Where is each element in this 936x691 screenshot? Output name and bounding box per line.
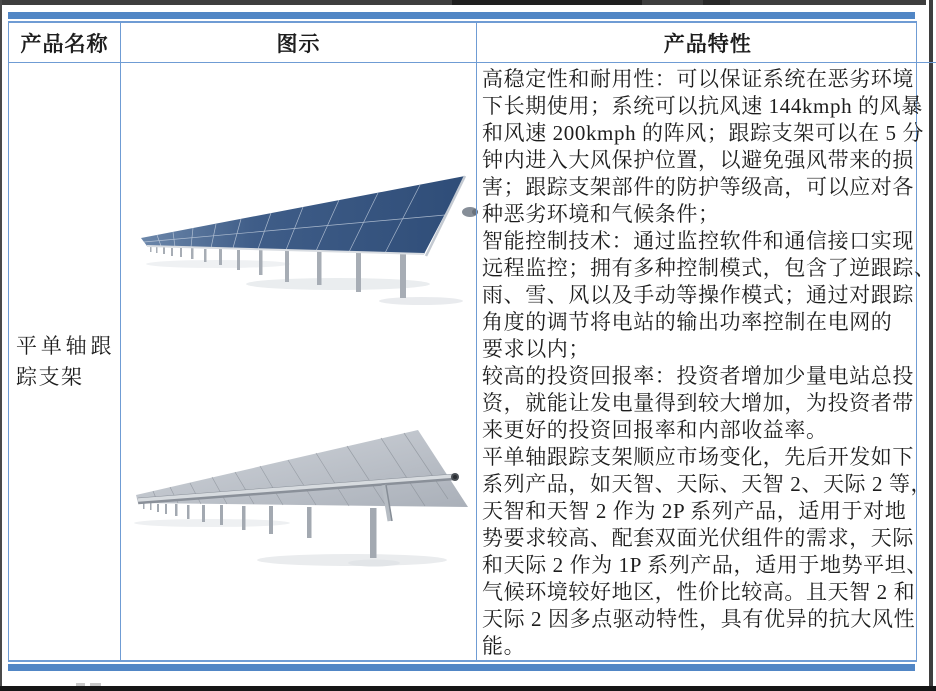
ground-shadows bbox=[146, 260, 463, 305]
header-product-features: 产品特性 bbox=[476, 23, 936, 63]
feature-text-line: 和风速 200kmph 的阵风；跟踪支架可以在 5 分 bbox=[482, 121, 925, 145]
feature-text-line: 要求以内； bbox=[482, 337, 590, 361]
accent-rule-top bbox=[8, 12, 915, 19]
product-table bbox=[8, 21, 936, 662]
feature-text-line: 天际 2 因多点驱动特性，具有优异的抗大风性 bbox=[482, 607, 916, 631]
feature-text-line: 能。 bbox=[482, 634, 526, 658]
window-top-edge-mark bbox=[703, 0, 730, 5]
feature-text-line: 和天际 2 作为 1P 系列产品，适用于地势平坦、 bbox=[482, 553, 928, 577]
illustration-cell bbox=[120, 63, 476, 660]
feature-text-line: 害；跟踪支架部件的防护等级高，可以应对各 bbox=[482, 175, 914, 199]
panel-face bbox=[141, 176, 465, 254]
feature-text-line: 高稳定性和耐用性：可以保证系统在恶劣环境 bbox=[482, 67, 914, 91]
support-posts bbox=[150, 247, 406, 298]
feature-text-line: 种恶劣环境和气候条件； bbox=[482, 202, 720, 226]
header-product-name: 产品名称 bbox=[9, 23, 120, 63]
page-footer-fragment bbox=[90, 683, 101, 686]
feature-text-line: 远程监控；拥有多种控制模式，包含了逆跟踪、 bbox=[482, 256, 936, 280]
window-left-edge bbox=[0, 0, 2, 691]
feature-text-line: 下长期使用；系统可以抗风速 144kmph 的风暴 bbox=[482, 94, 923, 118]
feature-text-line: 势要求较高、配套双面光伏组件的需求，天际 bbox=[482, 526, 914, 550]
ground-shadows bbox=[134, 519, 447, 567]
product-name: 平单轴跟踪支架 bbox=[16, 333, 113, 389]
product-features-cell bbox=[476, 63, 936, 660]
accent-rule-bottom bbox=[8, 664, 915, 671]
feature-text-line: 系列产品，如天智、天际、天智 2、天际 2 等， bbox=[482, 472, 933, 496]
feature-text-line: 角度的调节将电站的输出功率控制在电网的 bbox=[482, 310, 893, 334]
header-illustration: 图示 bbox=[120, 23, 476, 63]
feature-text-line: 天智和天智 2 作为 2P 系列产品，适用于对地 bbox=[482, 499, 907, 523]
feature-text-line: 雨、雪、风以及手动等操作模式；通过对跟踪 bbox=[482, 283, 914, 307]
support-posts bbox=[143, 503, 377, 558]
feature-text-line: 来更好的投资回报率和内部收益率。 bbox=[482, 418, 828, 442]
window-bottom-edge bbox=[0, 686, 936, 691]
feature-text-line: 较高的投资回报率：投资者增加少量电站总投 bbox=[482, 364, 914, 388]
window-top-edge bbox=[0, 0, 926, 5]
solar-tracker-array-rear-view-image bbox=[122, 413, 482, 588]
feature-text-line: 智能控制技术：通过监控软件和通信接口实现 bbox=[482, 229, 914, 253]
window-top-edge-mark bbox=[452, 0, 642, 5]
feature-text-line: 钟内进入大风保护位置，以避免强风带来的损 bbox=[482, 148, 914, 172]
feature-text-line: 气候环境较好地区，性价比较高。且天智 2 和 bbox=[482, 580, 916, 604]
feature-text-line: 资，就能让发电量得到较大增加，为投资者带 bbox=[482, 391, 914, 415]
feature-text-line: 平单轴跟踪支架顺应市场变化，先后开发如下 bbox=[482, 445, 914, 469]
solar-tracker-array-front-view-image bbox=[123, 150, 479, 310]
page-footer-fragment bbox=[76, 683, 85, 686]
product-name-cell bbox=[9, 63, 120, 660]
